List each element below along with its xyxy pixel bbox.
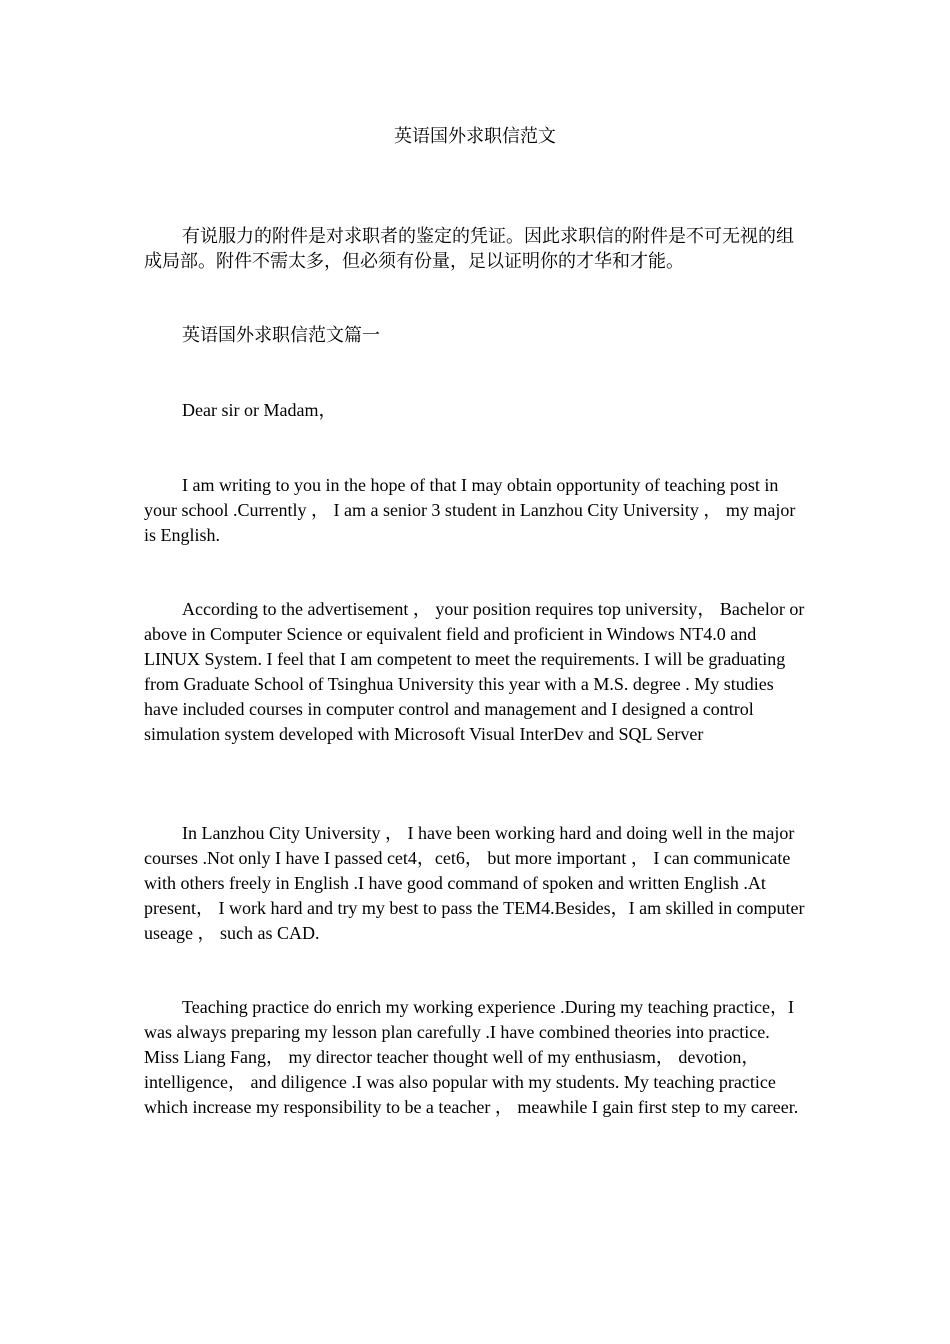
body-paragraph: I am writing to you in the hope of that I may obtain opportunity of teaching post in your school .Currently ， I am a senior 3 student in Lanzhou City University ， my major is English.: [144, 475, 796, 545]
body-paragraph: In Lanzhou City University ， I have been working hard and doing well in the major courses .Not only I have I passed cet4，cet6， but more important ， I can communicate with others freely in English .I have good command of spoken and written English .At present， I work hard and try my best to pass the TEM4.Besides，I am skilled in computer useage ， such as CAD.: [144, 823, 805, 943]
body-paragraph: Teaching practice do enrich my working experience .During my teaching practice，I was always preparing my lesson plan carefully .I have combined theories into practice. Miss Liang Fang， my director teacher thought well of my enthusiasm， devotion， intelligence， and diligence .I was also popular with my students. My teaching practice which increase my responsibility to be a teacher ， meawhile I gain first step to my career.: [144, 997, 799, 1117]
letter-greeting: Dear sir or Madam，: [182, 400, 337, 420]
intro-paragraph: 有说服力的附件是对求职者的鉴定的凭证。因此求职信的附件是不可无视的组成局部。附件不需太多，但必须有份量，足以证明你的才华和才能。: [144, 226, 794, 271]
section-heading: 英语国外求职信范文篇一: [182, 325, 380, 345]
body-paragraph: According to the advertisement ， your position requires top university， Bachelor or above in Computer Science or equivalent field and proficient in Windows NT4.0 and LINUX System. I feel that I am competent to meet the requirements. I will be graduating from Graduate School of Tsinghua University this year with a M.S. degree . My studies have included courses in computer control and management and I designed a control simulation system developed with Microsoft Visual InterDev and SQL Server: [144, 599, 805, 744]
document-title: 英语国外求职信范文: [394, 126, 556, 146]
